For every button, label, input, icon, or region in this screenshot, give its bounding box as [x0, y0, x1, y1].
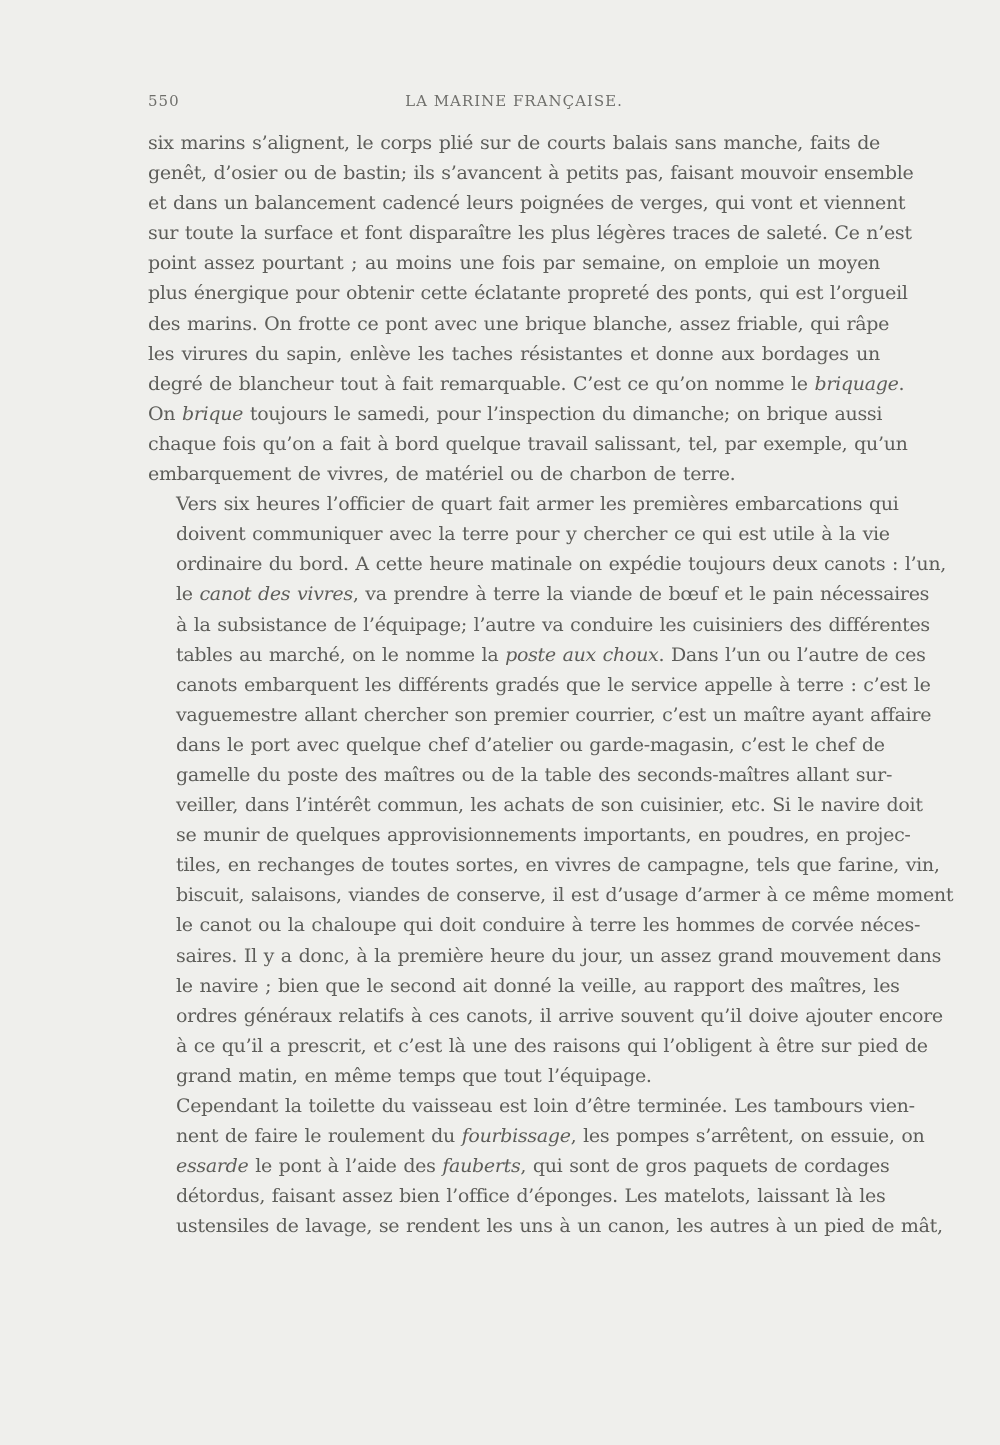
text-run: vaguemestre allant chercher son premier courrier, c’est un maître ayant affaire	[176, 703, 932, 726]
text-line	[148, 429, 908, 459]
text-line	[148, 489, 899, 519]
text-run: ordres généraux relatifs à ces canots, il arrive souvent qu’il doive ajouter encore	[176, 1004, 943, 1027]
text-line	[148, 790, 923, 820]
text-run: toujours le samedi, pour l’inspection du dimanche; on brique aussi	[243, 402, 883, 425]
text-run: et dans un balancement cadencé leurs poignées de verges, qui vont et viennent	[148, 192, 906, 215]
text-run: canots embarquent les différents gradés que le service appelle à terre : c’est le	[176, 673, 931, 696]
text-line	[148, 760, 893, 790]
text-run: détordus, faisant assez bien l’office d’éponges. Les matelots, laissant là les	[176, 1185, 886, 1208]
text-run: le canot ou la chaloupe qui doit conduire à terre les hommes de corvée néces-	[176, 914, 921, 937]
text-line	[148, 549, 946, 579]
text-run: embarquement de vivres, de matériel ou de charbon de terre.	[148, 463, 736, 486]
text-run: à la subsistance de l’équipage; l’autre va conduire les cuisiniers des différentes	[176, 613, 930, 636]
page-number: 550	[148, 92, 180, 110]
text-line	[148, 610, 930, 640]
text-run: nent de faire le roulement du	[176, 1125, 462, 1148]
italic-term: briquage	[814, 372, 899, 395]
text-run: gamelle du poste des maîtres ou de la table des seconds-maîtres allant sur-	[176, 763, 893, 786]
text-run: degré de blancheur tout à fait remarquable. C’est ce qu’on nomme le	[148, 372, 815, 395]
text-run: . Dans l’un ou l’autre de ces	[658, 643, 926, 666]
text-line	[148, 910, 921, 940]
text-line	[148, 1181, 886, 1211]
text-line	[148, 1091, 915, 1121]
text-run: se munir de quelques approvisionnements importants, en poudres, en projec-	[176, 824, 911, 847]
text-line	[148, 1151, 890, 1181]
text-line	[148, 188, 906, 218]
text-run: le pont à l’aide des	[248, 1155, 443, 1178]
text-line	[148, 339, 880, 369]
text-run: ustensiles de lavage, se rendent les uns à un canon, les autres à un pied de mât,	[176, 1215, 943, 1238]
italic-term: canot des vivres	[199, 583, 353, 606]
text-line	[148, 730, 885, 760]
text-run: Cependant la toilette du vaisseau est loin d’être terminée. Les tambours vien-	[176, 1095, 915, 1117]
text-run: les virures du sapin, enlève les taches résistantes et donne aux bordages un	[148, 342, 880, 365]
text-run: veiller, dans l’intérêt commun, les achats de son cuisinier, etc. Si le navire doit	[176, 794, 923, 817]
text-line	[148, 1031, 928, 1061]
italic-term: poste aux choux	[505, 643, 659, 666]
text-run: doivent communiquer avec la terre pour y chercher ce qui est utile à la vie	[176, 523, 890, 546]
text-line	[148, 248, 880, 278]
text-run: saires. Il y a donc, à la première heure du jour, un assez grand mouvement dans	[176, 944, 942, 967]
text-line	[148, 1121, 925, 1151]
body-text	[148, 128, 954, 1241]
text-run: , les pompes s’arrêtent, on essuie, on	[570, 1125, 925, 1148]
text-line	[148, 670, 931, 700]
text-line	[148, 158, 914, 188]
italic-term: fourbissage	[461, 1125, 571, 1148]
text-line	[148, 1061, 880, 1091]
text-line	[148, 309, 890, 339]
text-run: .	[898, 372, 905, 395]
text-run: dans le port avec quelque chef d’atelier ou garde-magasin, c’est le chef de	[176, 733, 885, 756]
paragraph	[148, 489, 954, 1091]
text-run: biscuit, salaisons, viandes de conserve, il est d’usage d’armer à ce même moment	[176, 884, 954, 907]
text-run: le navire ; bien que le second ait donné la veille, au rapport des maîtres, les	[176, 974, 900, 997]
text-run: chaque fois qu’on a fait à bord quelque travail salissant, tel, par exemple, qu’un	[148, 432, 908, 455]
text-line	[148, 519, 890, 549]
italic-term: essarde	[176, 1155, 249, 1178]
text-run: plus énergique pour obtenir cette éclatante propreté des ponts, qui est l’orgueil	[148, 282, 908, 305]
text-run: le	[176, 583, 200, 606]
text-line	[148, 880, 954, 910]
text-line	[148, 640, 926, 670]
text-line	[148, 459, 880, 489]
text-run: à ce qu’il a prescrit, et c’est là une des raisons qui l’obligent à être sur pied de	[176, 1034, 928, 1057]
text-run: tiles, en rechanges de toutes sortes, en vivres de campagne, tels que farine, vin,	[176, 854, 940, 877]
running-title: LA MARINE FRANÇAISE.	[405, 92, 623, 110]
text-run: six marins s’alignent, le corps plié sur de courts balais sans manche, faits de	[148, 132, 880, 154]
paragraph	[148, 1091, 943, 1241]
text-line	[148, 399, 883, 429]
text-line	[148, 218, 912, 248]
text-run: point assez pourtant ; au moins une fois par semaine, on emploie un moyen	[148, 252, 880, 275]
text-line	[148, 971, 900, 1001]
text-run: , qui sont de gros paquets de cordages	[520, 1155, 890, 1178]
text-line	[148, 1001, 943, 1031]
paragraph	[148, 128, 914, 489]
text-run: tables au marché, on le nomme la	[176, 643, 506, 666]
text-run: des marins. On frotte ce pont avec une brique blanche, assez friable, qui râpe	[148, 312, 890, 335]
text-run: genêt, d’osier ou de bastin; ils s’avancent à petits pas, faisant mouvoir ensemble	[148, 162, 914, 185]
text-run: , va prendre à terre la viande de bœuf et le pain nécessaires	[352, 583, 930, 606]
text-run: grand matin, en même temps que tout l’équipage.	[176, 1064, 652, 1087]
italic-term: brique	[181, 402, 244, 425]
text-run: ordinaire du bord. A cette heure matinale on expédie toujours deux canots : l’un,	[176, 553, 946, 576]
text-line	[148, 128, 880, 158]
text-line	[148, 850, 940, 880]
running-head	[148, 92, 880, 116]
text-line	[148, 700, 932, 730]
text-run: On	[148, 402, 182, 425]
text-line	[148, 820, 911, 850]
text-run: Vers six heures l’officier de quart fait armer les premières embarcations qui	[176, 493, 899, 516]
text-line	[148, 579, 930, 609]
text-line	[148, 278, 908, 308]
italic-term: fauberts	[442, 1155, 521, 1178]
text-line	[148, 941, 942, 971]
text-line	[148, 369, 905, 399]
text-line	[148, 1211, 943, 1241]
text-run: sur toute la surface et font disparaître les plus légères traces de saleté. Ce n’est	[148, 222, 912, 245]
